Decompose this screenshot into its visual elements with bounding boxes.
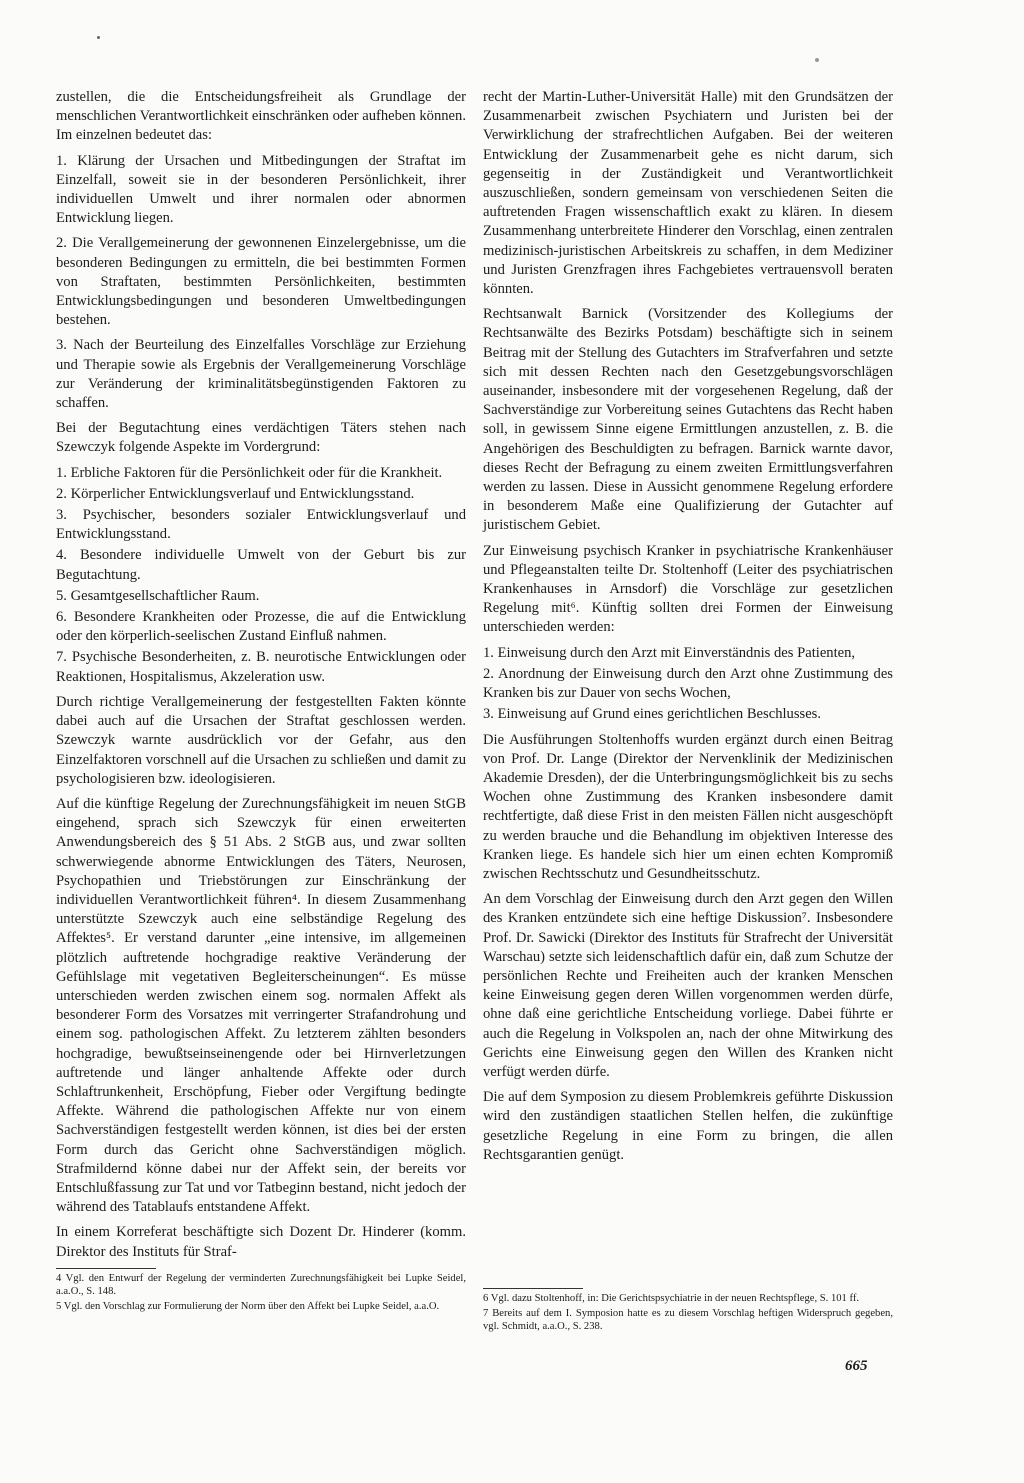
- paragraph: recht der Martin-Luther-Universität Halle) mit den Grundsätzen der Zusammenarbeit zwischen Psychiatern und Juristen bei der Verwirklichung der strafrechtlichen Aufgaben. Bei der weiteren Entwicklung der Zusammenarbeit gehe es nicht darum, sich gegenseitig in der Zuständigkeit und Verantwortlichkeit auszuschließen, sondern gemeinsam von verschiedenen Seiten die auftretenden Fragen wissenschaftlich exakt zu klären. In diesem Zusammenhang unterbreitete Hinderer den Vorschlag, einen zentralen medizinisch-juristischen Arbeitskreis zu schaffen, in dem Mediziner und Juristen Grenzfragen ihres Fachgebietes vertrauensvoll beraten könnten.: [483, 89, 893, 298]
- paragraph: Rechtsanwalt Barnick (Vorsitzender des Kollegiums der Rechtsanwälte des Bezirks Potsdam) beschäftigte sich in seinem Beitrag mit der Stellung des Gutachters im Strafverfahren und setzte sich mit dessen Rechten nach den Gesetzgebungsvorschlägen auseinander, insbesondere mit der vorgesehenen Regelung, daß der Sachverständige zur Vorbereitung seines Gutachtens das Recht haben soll, in gewissem Sinne eigene Ermittlungen anzustellen, z. B. die Angehörigen des Beschuldigten zu befragen. Barnick warnte davor, dieses Recht der Befragung zu einem zweiten Ermittlungsverfahren werden zu lassen. Diese in Aussicht genommene Regelung erfordere in besonderem Maße eine Qualifizierung der Gutachter auf juristischem Gebiet.: [483, 306, 893, 534]
- page-number: 665: [845, 1358, 868, 1374]
- scan-speck: [815, 58, 819, 62]
- paragraph: 3. Nach der Beurteilung des Einzelfalles Vorschläge zur Erziehung und Therapie sowie als Ergebnis der Verallgemeinerung Vorschläge zur Veränderung der kriminalitätsbegünstigenden Faktoren zu schaffen.: [56, 337, 466, 412]
- list-item: 4. Besondere individuelle Umwelt von der Geburt bis zur Begutachtung.: [56, 547, 466, 583]
- list-item: 3. Einweisung auf Grund eines gerichtlichen Beschlusses.: [483, 706, 822, 723]
- list-item: 7. Psychische Besonderheiten, z. B. neurotische Entwicklungen oder Reaktionen, Hospitalismus, Akzeleration usw.: [56, 649, 466, 685]
- paragraph: Zur Einweisung psychisch Kranker in psychiatrische Krankenhäuser und Pflegeanstalten teilte Dr. Stoltenhoff (Leiter des psychiatrischen Krankenhauses in Arnsdorf) die Vorschläge zur gesetzlichen Regelung mit⁶. Künftig sollten drei Formen der Einweisung unterschieden werden:: [483, 542, 893, 636]
- footnote-rule: [483, 1288, 583, 1289]
- list-item: 6. Besondere Krankheiten oder Prozesse, die auf die Entwicklung oder den körperlich-seelischen Zustand Einfluß nahmen.: [56, 609, 466, 645]
- paragraph: Durch richtige Verallgemeinerung der festgestellten Fakten könnte dabei auch auf die Ursachen der Straftat geschlossen werden. Szewczyk warnte ausdrücklich vor der Gefahr, aus den Einzelfaktoren vorschnell auf die Ursachen zu schließen und damit zu psychologisieren bzw. ideologisieren.: [56, 693, 466, 787]
- paragraph: 2. Die Verallgemeinerung der gewonnenen Einzelergebnisse, um die besonderen Bedingungen zu ermitteln, die bei bestimmten Formen von Straftaten, bestimmten Persönlichkeiten, bestimmten Entwicklungsbedingungen und besonderen Umweltbedingungen bestehen.: [56, 235, 466, 329]
- list-item: 3. Psychischer, besonders sozialer Entwicklungsverlauf und Entwicklungsstand.: [56, 507, 466, 543]
- footnote: 6 Vgl. dazu Stoltenhoff, in: Die Gerichtspsychiatrie in der neuen Rechtspflege, S. 101 ff.: [483, 1293, 859, 1304]
- paragraph: Bei der Begutachtung eines verdächtigen Täters stehen nach Szewczyk folgende Aspekte im Vordergrund:: [56, 420, 466, 456]
- paragraph: 1. Klärung der Ursachen und Mitbedingungen der Straftat im Einzelfall, soweit sie in der besonderen Persönlichkeit, ihrer individuellen Umwelt und ihrer normalen oder abnormen Entwicklung liegen.: [56, 152, 466, 227]
- paragraph: An dem Vorschlag der Einweisung durch den Arzt gegen den Willen des Kranken entzündete sich eine heftige Diskussion⁷. Insbesondere Prof. Dr. Sawicki (Direktor des Instituts für Strafrecht der Universität Warschau) setzte sich leidenschaftlich dafür ein, daß zum Schutze der persönlichen Rechte und Freiheiten auch der kranken Menschen keine Einweisung gegen deren Willen vorgenommen werden dürfe, ohne daß eine gerichtliche Entscheidung vorliege. Dabei führte er auch die Regelung in Volkspolen an, nach der ohne Mitwirkung des Gerichts eine Einweisung gegen den Willen des Kranken nicht verfügt werden dürfe.: [483, 891, 893, 1080]
- paragraph: In einem Korreferat beschäftigte sich Dozent Dr. Hinderer (komm. Direktor des Instituts für Straf-: [56, 1224, 466, 1260]
- paragraph: Die auf dem Symposion zu diesem Problemkreis geführte Diskussion wird den zuständigen staatlichen Stellen helfen, die zukünftige gesetzliche Regelung in eine Form zu bringen, die allen Rechtsgarantien genügt.: [483, 1089, 893, 1163]
- footnote-rule: [56, 1268, 156, 1269]
- left-column: [56, 88, 466, 1268]
- paragraph: Die Ausführungen Stoltenhoffs wurden ergänzt durch einen Beitrag von Prof. Dr. Lange (Direktor der Nervenklinik der Medizinischen Akademie Dresden), der die Unterbringungsmöglichkeit bis zu sechs Wochen ohne Zustimmung des Kranken insbesondere damit rechtfertigte, daß diese Frist in den meisten Fällen nicht ausgeschöpft zu werden brauche und die Behandlung im objektiven Interesse des Kranken liege. Es handele sich hier um einen echten Kompromiß zwischen Rechtsschutz und Gesundheitsschutz.: [483, 731, 893, 882]
- list-item: 2. Körperlicher Entwicklungsverlauf und Entwicklungsstand.: [56, 485, 415, 502]
- footnote: 7 Bereits auf dem I. Symposion hatte es zu diesem Vorschlag heftigen Widerspruch gegeben, vgl. Schmidt, a.a.O., S. 238.: [483, 1308, 893, 1332]
- footnotes-right: [483, 1288, 893, 1335]
- list-item: 1. Einweisung durch den Arzt mit Einverständnis des Patienten,: [483, 644, 856, 661]
- list-item: 1. Erbliche Faktoren für die Persönlichkeit oder für die Krankheit.: [56, 464, 443, 481]
- list-item: 5. Gesamtgesellschaftlicher Raum.: [56, 587, 260, 604]
- footnotes-left: [56, 1268, 466, 1315]
- footnote: 5 Vgl. den Vorschlag zur Formulierung der Norm über den Affekt bei Lupke Seidel, a.a.O.: [56, 1301, 440, 1312]
- paragraph: Auf die künftige Regelung der Zurechnungsfähigkeit im neuen StGB eingehend, sprach sich Szewczyk für einen erweiterten Anwendungsbereich des § 51 Abs. 2 StGB aus, und zwar sollten schwerwiegende abnorme Entwicklungen des Täters, Neurosen, Psychopathien und Triebstörungen zur Einschränkung der individuellen Verantwortlichkeit führen⁴. In diesem Zusammenhang unterstützte Szewczyk auch eine selbständige Regelung des Affektes⁵. Er verstand darunter „eine intensive, im allgemeinen plötzlich auftretende hochgradige reaktive Veränderung der Gefühlslage mit vegetativen Begleiterscheinungen“. Es müsse unterschieden werden zwischen einem sog. normalen Affekt als besonderer Form des Vorsatzes mit verringerter Strafandrohung und einem sog. pathologischen Affekt. Zu letzterem zählten besonders hochgradige, bewußtseinseinengende oder bei Hirnverletzungen auftretende und länger anhaltende Affekte oder durch Schlaftrunkenheit, Erschöpfung, Fieber oder Vergiftung bedingte Affekte. Während die pathologischen Affekte nur von einem Sachverständigen festgestellt werden können, ist dies bei der ersten Form durch das Gericht ohne Sachverständigen möglich. Strafmildernd könne dabei nur der Affekt sein, der bereits vor Entschlußfassung zur Tat und vor Tatbeginn bestand, nicht jedoch der während des Tatablaufs entstandene Affekt.: [56, 795, 466, 1216]
- scan-speck: [97, 36, 100, 39]
- right-column: [483, 88, 893, 1171]
- paragraph: zustellen, die die Entscheidungsfreiheit als Grundlage der menschlichen Verantwortlichkeit einschränken oder aufheben können. Im einzelnen bedeutet das:: [56, 89, 466, 144]
- list-item: 2. Anordnung der Einweisung durch den Arzt ohne Zustimmung des Kranken bis zur Dauer von sechs Wochen,: [483, 665, 893, 702]
- footnote: 4 Vgl. den Entwurf der Regelung der verminderten Zurechnungsfähigkeit bei Lupke Seidel, a.a.O., S. 148.: [56, 1273, 466, 1297]
